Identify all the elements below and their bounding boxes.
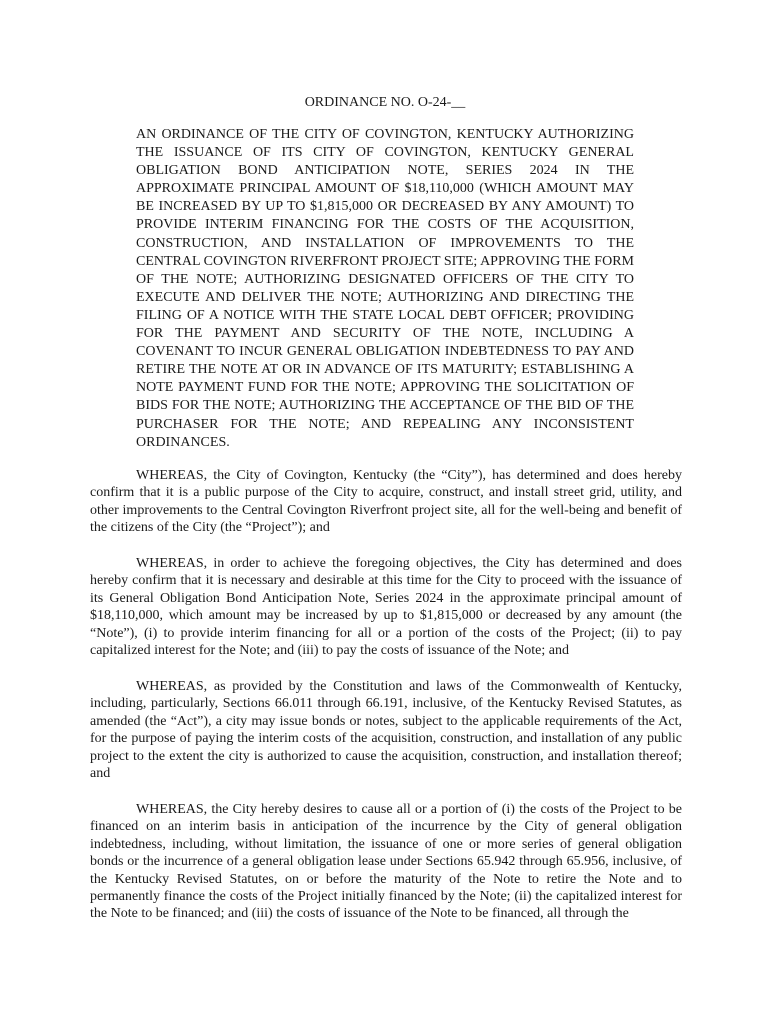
paragraph-text: WHEREAS, the City hereby desires to cause all or a portion of (i) the costs of the Project to be financed on an interim basis in anticipation of the incurrence by the City of general obligation indebtedness, including, without limitation, the issuance of one or more series of general obligation bonds or the incurrence of a general obligation lease under Sections 65.942 through 65.956, inclusive, of the Kentucky Revised Statutes, on or before the maturity of the Note to retire the Note and to permanently finance the costs of the Project initially financed by the Note; (ii) the capitalized interest for the Note to be financed; and (iii) the costs of issuance of the Note to be financed, all through the: [90, 802, 682, 922]
ordinance-title: ORDINANCE NO. O-24-__: [304, 95, 466, 110]
paragraph-text: WHEREAS, as provided by the Constitution and laws of the Commonwealth of Kentucky, including, particularly, Sections 66.011 through 66.191, inclusive, of the Kentucky Revised Statutes, as amended (the “Act”), a city may issue bonds or notes, subject to the applicable requirements of the Act, for the purpose of paying the interim costs of the acquisition, construction, and installation of any public project to the extent the city is authorized to cause the acquisition, construction, and installation thereof; and: [90, 679, 682, 782]
whereas-paragraph-2: [90, 555, 682, 659]
paragraph-text: WHEREAS, in order to achieve the foregoing objectives, the City has determined and does hereby confirm that it is necessary and desirable at this time for the City to proceed with the issuance of its General Obligation Bond Anticipation Note, Series 2024 in the approximate principal amount of $18,110,000, which amount may be increased by up to $1,815,000 or decreased by any amount (the “Note”), (i) to provide interim financing for all or a portion of the costs of the Project; (ii) to pay capitalized interest for the Note; and (iii) to pay the costs of issuance of the Note; and: [90, 556, 682, 659]
whereas-paragraph-3: [90, 678, 682, 782]
paragraph-text: WHEREAS, the City of Covington, Kentucky (the “City”), has determined and does hereby confirm that it is a public purpose of the City to acquire, construct, and install street grid, utility, and other improvements to the Central Covington Riverfront project site, all for the well-being and benefit of the citizens of the City (the “Project”); and: [90, 468, 682, 536]
whereas-paragraph-4: [90, 801, 682, 923]
ordinance-caption: AN ORDINANCE OF THE CITY OF COVINGTON, KENTUCKY AUTHORIZING THE ISSUANCE OF ITS CITY OF COVINGTON, KENTUCKY GENERAL OBLIGATION BOND ANTICIPATION NOTE, SERIES 2024 IN THE APPROXIMATE PRINCIPAL AMOUNT OF $18,110,000 (WHICH AMOUNT MAY BE INCREASED BY UP TO $1,815,000 OR DECREASED BY ANY AMOUNT) TO PROVIDE INTERIM FINANCING FOR THE COSTS OF THE ACQUISITION, CONSTRUCTION, AND INSTALLATION OF IMPROVEMENTS TO THE CENTRAL COVINGTON RIVERFRONT PROJECT SITE; APPROVING THE FORM OF THE NOTE; AUTHORIZING DESIGNATED OFFICERS OF THE CITY TO EXECUTE AND DELIVER THE NOTE; AUTHORIZING AND DIRECTING THE FILING OF A NOTICE WITH THE STATE LOCAL DEBT OFFICER; PROVIDING FOR THE PAYMENT AND SECURITY OF THE NOTE, INCLUDING A COVENANT TO INCUR GENERAL OBLIGATION INDEBTEDNESS TO PAY AND RETIRE THE NOTE AT OR IN ADVANCE OF ITS MATURITY; ESTABLISHING A NOTE PAYMENT FUND FOR THE NOTE; APPROVING THE SOLICITATION OF BIDS FOR THE NOTE; AUTHORIZING THE ACCEPTANCE OF THE BID OF THE PURCHASER FOR THE NOTE; AND REPEALING ANY INCONSISTENT ORDINANCES.: [136, 127, 634, 450]
whereas-paragraph-1: [90, 467, 682, 537]
